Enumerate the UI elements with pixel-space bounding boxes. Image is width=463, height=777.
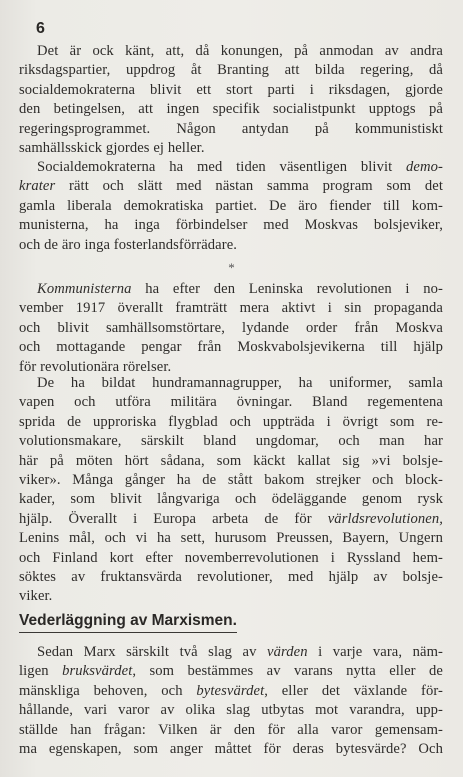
text-line: den betingelsen, att ingen specifik socialistpunkt upptogs på	[19, 101, 443, 118]
text-line: riksdagspartier, uppdrog åt Branting att bilda regering, då	[19, 62, 443, 79]
text-line: Kommunisterna ha efter den Leninska revolutionen i no-	[37, 281, 443, 297]
text-line: vapen och utföra militära övningar. Bland regementena	[19, 394, 443, 411]
text-line: hjälp. Överallt i Europa arbeta de för världsrevolutionen,	[19, 510, 443, 527]
emphasized-word: bruksvärdet	[62, 663, 133, 680]
text-line: gamla liberala demokratiska partiet. De äro fiender till kom-	[19, 197, 443, 214]
text-line: ligen bruksvärdet, som bestämmes av varans nytta eller de	[19, 663, 443, 680]
text-line: regeringsprogrammet. Någon antydan på kommunistiskt	[19, 120, 443, 137]
emphasized-word: bytesvärdet	[196, 682, 265, 699]
text-line: mänskliga behoven, och bytesvärdet, eller det växlande för-	[19, 682, 443, 699]
text-line: viker.	[19, 588, 53, 605]
text-line: sprida de upproriska flygblad och uppträda i övrigt som re-	[19, 413, 443, 430]
text-line: socialdemokraterna blivit ett stort parti i riksdagen, gjorde	[19, 81, 443, 98]
text-line: här på möten hört sådana, som käckt kallat sig »vi bolsje-	[19, 452, 443, 469]
text-line: krater rätt och slätt med nästan samma program som det	[19, 178, 443, 195]
emphasized-word: krater	[19, 178, 56, 195]
text-line: volutionsmakare, särskilt bland ungdomar, och man har	[19, 433, 443, 450]
emphasized-word: demo-	[406, 159, 443, 175]
text-line: Lenins mål, och vi ha sett, hurusom Preussen, Bayern, Ungern	[19, 530, 443, 547]
emphasized-word: världsrevolutionen,	[327, 510, 443, 527]
section-heading: Vederläggning av Marxismen.	[19, 612, 237, 633]
emphasized-word: värden	[267, 644, 308, 660]
text-line: viker». Många gånger ha de stått bakom strejker och block-	[19, 472, 443, 488]
emphasized-word: Kommunisterna	[37, 281, 132, 297]
text-line: och Finland kort efter novemberrevolutionen i Ryssland hem-	[19, 549, 443, 566]
text-line: ma egenskapen, som anger måttet för deras bytesvärde? Och	[19, 741, 443, 757]
text-line: och mottagande pengar från Moskvabolsjevikerna till hjälp	[19, 339, 443, 356]
text-line: Sedan Marx särskilt två slag av värden i varje vara, näm-	[37, 644, 443, 660]
text-line: munisterna, ha inga förbindelser med Moskvas bolsjeviker,	[19, 217, 443, 234]
text-line: De ha bildat hundramannagrupper, ha uniformer, samla	[37, 375, 443, 391]
text-line: och de äro inga fosterlandsförrädare.	[19, 236, 238, 253]
section-separator-asterisk: *	[228, 260, 235, 275]
text-line: söktes av fruktansvärda revolutioner, med hjälp av bolsje-	[19, 569, 443, 585]
page-number: 6	[36, 20, 45, 37]
text-line: vember 1917 överallt framträtt mera aktivt i sin propaganda	[19, 300, 443, 317]
text-line: kader, som blivit långvariga och ödeläggande genom rysk	[19, 491, 443, 508]
text-line: samhällsskick gjordes ej heller.	[19, 140, 205, 156]
text-line: Det är ock känt, att, då konungen, på anmodan av andra	[37, 43, 443, 59]
text-line: Socialdemokraterna ha med tiden väsentligen blivit demo-	[37, 159, 443, 175]
text-line: och blivit samhällsomstörtare, lydande order från Moskva	[19, 319, 443, 336]
text-line: för revolutionära rörelser.	[19, 358, 172, 375]
text-line: hållande, vari varor av olika slag utbytas mot varandra, upp-	[19, 702, 443, 719]
text-line: ställde han frågan: Vilken är den för alla varor gemensam-	[19, 721, 443, 738]
